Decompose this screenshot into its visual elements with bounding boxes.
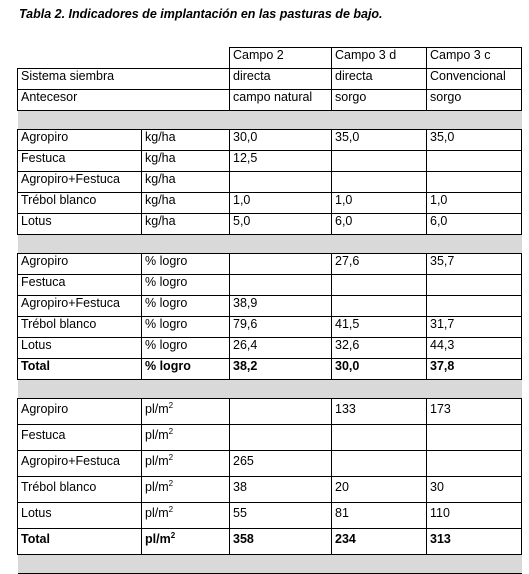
table-row [18,151,522,172]
unit-cell [142,338,230,359]
table-row [18,130,522,151]
column-header: Campo 3 c [427,48,522,69]
table-cell [332,275,427,296]
table-cell [427,451,522,477]
table-cell [332,425,427,451]
table-cell: 313 [427,529,522,555]
section-separator [18,380,522,399]
table-cell: 31,7 [427,317,522,338]
unit-cell [142,193,230,214]
separator-cell [18,380,522,399]
table-cell: 173 [427,399,522,425]
unit-label: pl/m [145,532,171,546]
table-cell: 79,6 [230,317,332,338]
table-cell: 1,0 [332,193,427,214]
table-caption: Tabla 2. Indicadores de implantación en las pasturas de bajo. [19,7,383,21]
unit-label: % logro [145,296,188,310]
table-cell [332,451,427,477]
unit-label: % logro [145,359,191,373]
row-label: Agropiro+Festuca [18,172,142,193]
section-separator [18,235,522,254]
table-cell [230,275,332,296]
separator-cell [18,111,522,130]
row-label: Trébol blanco [18,477,142,503]
unit-cell [142,477,230,503]
table-cell: directa [332,69,427,90]
table-cell: 1,0 [427,193,522,214]
table-cell: 1,0 [230,193,332,214]
table-row [18,317,522,338]
table-cell: 41,5 [332,317,427,338]
separator-cell [18,555,522,574]
unit-label: % logro [145,254,188,268]
table-cell: 35,7 [427,254,522,275]
table-cell [427,172,522,193]
table-cell [427,151,522,172]
row-label: Agropiro+Festuca [18,296,142,317]
row-label: Festuca [18,425,142,451]
unit-label: pl/m [145,402,169,416]
total-row [18,529,522,555]
table-row [18,193,522,214]
unit-superscript: 2 [168,505,174,514]
column-header: Campo 2 [230,48,332,69]
unit-label: % logro [145,317,188,331]
row-label: Total [18,529,142,555]
table-cell [230,254,332,275]
table-row [18,503,522,529]
unit-superscript: 2 [168,427,174,436]
table-cell [427,425,522,451]
table-cell: 110 [427,503,522,529]
separator-cell [18,235,522,254]
table-cell: Convencional [427,69,522,90]
table-row [18,425,522,451]
table-row [18,338,522,359]
unit-cell [142,172,230,193]
unit-cell [142,296,230,317]
table-cell: 44,3 [427,338,522,359]
row-label: Festuca [18,151,142,172]
row-label: Agropiro [18,399,142,425]
unit-superscript: 2 [168,453,174,462]
table-cell: 38,2 [230,359,332,380]
row-label: Lotus [18,503,142,529]
table-row [18,275,522,296]
table-row [18,172,522,193]
table-cell: 35,0 [427,130,522,151]
table-row [18,214,522,235]
blank-cell [142,48,230,69]
table-cell: 35,0 [332,130,427,151]
column-header-row [18,48,522,69]
table-body [18,48,522,574]
table-cell [230,172,332,193]
unit-cell [142,275,230,296]
table-cell [427,296,522,317]
row-label: Trébol blanco [18,317,142,338]
table-cell: 265 [230,451,332,477]
table-cell: 30 [427,477,522,503]
table-cell: 234 [332,529,427,555]
table-cell: 38 [230,477,332,503]
row-label: Lotus [18,338,142,359]
table-cell: 30,0 [230,130,332,151]
unit-label: kg/ha [145,130,176,144]
unit-superscript: 2 [168,401,174,410]
unit-label: pl/m [145,480,169,494]
row-label: Lotus [18,214,142,235]
unit-superscript: 2 [170,531,176,540]
table-cell [332,151,427,172]
row-label: Sistema siembra [18,69,230,90]
table-cell [427,275,522,296]
table-cell: sorgo [427,90,522,111]
unit-label: % logro [145,275,188,289]
table-cell: 6,0 [427,214,522,235]
unit-label: kg/ha [145,172,176,186]
table-cell: sorgo [332,90,427,111]
unit-superscript: 2 [168,479,174,488]
table-cell: 27,6 [332,254,427,275]
table-cell: 55 [230,503,332,529]
table-cell: 37,8 [427,359,522,380]
unit-cell [142,151,230,172]
column-header: Campo 3 d [332,48,427,69]
section-separator [18,555,522,574]
row-label: Total [18,359,142,380]
table-cell [332,172,427,193]
row-label: Agropiro [18,254,142,275]
table-cell: 5,0 [230,214,332,235]
unit-label: kg/ha [145,151,176,165]
table-cell: 20 [332,477,427,503]
row-label: Trébol blanco [18,193,142,214]
unit-label: pl/m [145,506,169,520]
table-cell: 32,6 [332,338,427,359]
row-label: Agropiro+Festuca [18,451,142,477]
row-label: Agropiro [18,130,142,151]
row-label: Antecesor [18,90,230,111]
unit-cell [142,254,230,275]
table-cell [230,399,332,425]
table-row [18,451,522,477]
table-cell [230,425,332,451]
unit-cell [142,503,230,529]
unit-label: kg/ha [145,214,176,228]
table-row [18,296,522,317]
unit-cell [142,130,230,151]
table-cell: campo natural [230,90,332,111]
table-cell: 6,0 [332,214,427,235]
header-row-antecesor [18,90,522,111]
table-cell: directa [230,69,332,90]
table-cell: 26,4 [230,338,332,359]
table-row [18,399,522,425]
table-cell: 12,5 [230,151,332,172]
table-cell: 30,0 [332,359,427,380]
total-row [18,359,522,380]
unit-cell [142,214,230,235]
blank-cell [18,48,142,69]
implantation-table [17,47,522,574]
table-row [18,254,522,275]
unit-label: pl/m [145,428,169,442]
table-cell [332,296,427,317]
unit-cell [142,359,230,380]
unit-label: pl/m [145,454,169,468]
table-cell: 133 [332,399,427,425]
table-cell: 81 [332,503,427,529]
table-row [18,477,522,503]
unit-cell [142,317,230,338]
table-cell: 358 [230,529,332,555]
unit-label: kg/ha [145,193,176,207]
unit-cell [142,529,230,555]
unit-cell [142,399,230,425]
header-row-sistema [18,69,522,90]
unit-cell [142,425,230,451]
row-label: Festuca [18,275,142,296]
unit-label: % logro [145,338,188,352]
section-separator [18,111,522,130]
table-cell: 38,9 [230,296,332,317]
unit-cell [142,451,230,477]
